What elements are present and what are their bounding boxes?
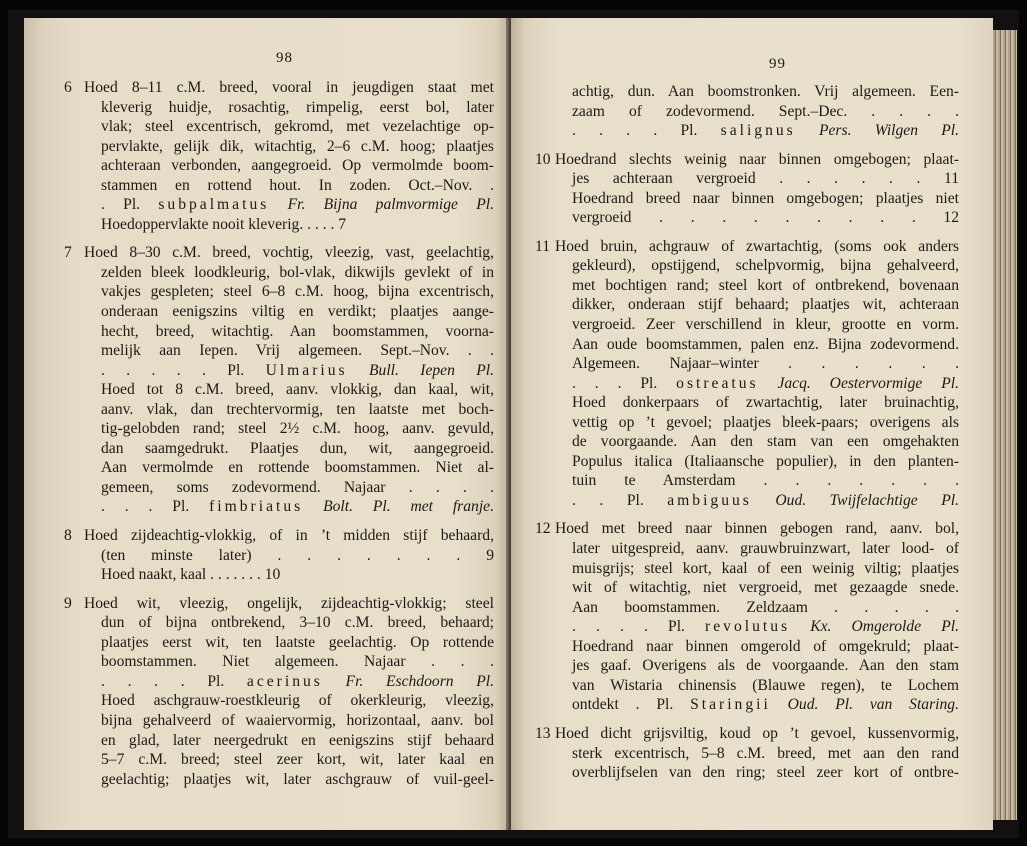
species-prefix: . . . Pl. [572, 374, 677, 392]
text-line [555, 539, 959, 559]
line-text: tuin te Amsterdam . . . . . . . [572, 472, 959, 490]
line-text: en glad, later neergedrukt en eenigszins stijf behaard [101, 731, 494, 749]
text-line [84, 117, 494, 137]
line-text: Hoed naakt, kaal . . . . . . . 10 [101, 566, 281, 584]
text-line [84, 322, 494, 342]
line-text: plaatjes eerst wit, ten laatste geelachtig. Op rottende [101, 633, 494, 651]
text-line [84, 156, 494, 176]
left-page [24, 18, 510, 830]
species-sep [790, 618, 810, 635]
key-number: 10 [535, 150, 551, 168]
page-number: 98 [276, 50, 293, 66]
species-author-and-name: Oud. Pl. van Staring. [787, 696, 959, 714]
line-text: Hoedrand slechts weinig naar binnen omgebogen; plaat- [555, 150, 959, 168]
line-text: aanv. vlak, dan trechtervormig, ten laatste met boch- [101, 400, 494, 418]
species-author-and-name: Jacq. Oestervormige Pl. [777, 374, 959, 392]
text-line [84, 215, 494, 235]
line-text: gekleurd), opstijgend, schelpvormig, bijna gehalveerd, [572, 257, 959, 275]
line-text: overblijfselen van den ring; steel zeer kort of ontbre- [572, 764, 959, 782]
line-text: stammen en rottend hout. In zoden. Oct.–Nov. . [101, 176, 494, 194]
text-line [535, 150, 959, 170]
species-epithet: ostreatus [676, 374, 759, 392]
species-sep [759, 375, 778, 392]
line-text: dan saamgedrukt. Plaatjes dun, wit, aangegroeid. [101, 439, 494, 457]
text-line [84, 439, 494, 459]
species-sep [303, 498, 323, 515]
line-text: Aan boomstammen. Zeldzaam . . . . . [572, 598, 959, 616]
text-line [64, 78, 494, 98]
line-text: Populus italica (Italiaansche populier), in den planten- [572, 452, 959, 470]
line-text: vettig op ’t gevoel; plaatjes bleek-paars; overigens als [572, 413, 959, 431]
line-text: melijk aan Iepen. Vrij algemeen. Sept.–Nov. . . [101, 342, 494, 360]
line-text: vergroeid . . . . . . . . . 12 [572, 209, 959, 227]
text-line [84, 137, 494, 157]
species-author-and-name: Bull. Iepen Pl. [369, 361, 494, 379]
entry-gap [555, 510, 959, 519]
line-text: vlak; steel excentrisch, gekromd, met vezelachtige op- [101, 118, 494, 136]
species-prefix: . . . Pl. [101, 498, 210, 516]
text-line [555, 256, 959, 276]
entry-gap [555, 141, 959, 150]
species-author-and-name: Fr. Eschdoorn Pl. [345, 672, 494, 690]
entry-gap [84, 234, 494, 243]
line-text: Hoed aschgrauw-roestkleurig of okerkleurig, vleezig, [101, 692, 494, 710]
species-epithet: Staringii [690, 696, 771, 714]
line-text: tig-gelobden rand; steel 2½ c.M. hoog, aanv. gevuld, [101, 420, 494, 438]
line-text: later uitgespreid, aanv. grauwbruinzwart, later lood- of [572, 540, 959, 558]
line-text: dikker, onderaan stijf behaard; plaatjes wit, achteraan [572, 296, 959, 314]
text-line [555, 491, 959, 511]
text-line [555, 82, 959, 102]
line-text: vakjes gespleten; steel 6–8 c.M. hoog, bijna excentrisch, [101, 283, 494, 301]
right-page [511, 18, 993, 830]
line-text: geelachtig; plaatjes wit, later aschgrauw of vuil-geel- [101, 770, 494, 788]
text-line [555, 393, 959, 413]
text-line [84, 633, 494, 653]
text-line [555, 169, 959, 189]
line-text: muisgrijs; steel kort, kaal of een weinig viltig; plaatjes [572, 559, 959, 577]
line-text: Aan vermolmde en rottende boomstammen. Niet al- [101, 459, 494, 477]
key-number: 11 [535, 237, 551, 255]
entry-gap [555, 228, 959, 237]
text-line [84, 458, 494, 478]
species-sep [796, 122, 819, 139]
species-prefix: . . . . Pl. [101, 672, 247, 690]
species-epithet: Ulmarius [265, 361, 348, 379]
species-prefix: . . . . . Pl. [101, 361, 266, 379]
line-text: Hoed 8–30 c.M. breed, vochtig, vleezig, vast, geelachtig, [84, 244, 494, 262]
key-number: 7 [64, 244, 72, 262]
species-prefix: . . . . Pl. [572, 122, 721, 140]
entry-gap [84, 585, 494, 594]
text-line [64, 526, 494, 546]
line-text: Hoed wit, vleezig, ongelijk, zijdeachtig-vlokkig; steel [84, 594, 494, 612]
text-line [84, 380, 494, 400]
species-author-and-name: Fr. Bijna palmvormige Pl. [287, 196, 494, 214]
text-line [84, 691, 494, 711]
text-line [555, 374, 959, 394]
line-text: sterk excentrisch, 5–8 c.M. breed, met aan den rand [572, 744, 959, 762]
species-epithet: salignus [720, 122, 796, 140]
text-line [84, 546, 494, 566]
species-author-and-name: Bolt. Pl. met franje. [323, 498, 494, 516]
text-line [84, 731, 494, 751]
line-text: 5–7 c.M. breed; steel zeer kort, wit, later kaal en [101, 751, 494, 769]
key-number: 9 [64, 594, 72, 612]
line-text: boomstammen. Niet algemeen. Najaar . . . [101, 653, 494, 671]
species-epithet: fimbriatus [209, 498, 304, 516]
line-text: met bochtigen rand; steel kort of ontbrekend, bovenaan [572, 276, 959, 294]
text-line [84, 419, 494, 439]
species-sep [771, 696, 788, 713]
text-line [555, 763, 959, 783]
page-body [535, 82, 959, 783]
species-prefix: . . Pl. [572, 491, 668, 509]
text-line [84, 302, 494, 322]
line-text: dun of bijna ontbrekend, 3–10 c.M. breed, behaard; [101, 614, 494, 632]
text-line [84, 361, 494, 381]
text-line [555, 744, 959, 764]
text-line [84, 565, 494, 585]
text-line [555, 315, 959, 335]
text-line [64, 243, 494, 263]
text-line [84, 478, 494, 498]
line-text: gemeen, soms zodevormend. Najaar . . . . [101, 478, 494, 496]
text-line [555, 335, 959, 355]
line-text: zaam of zodevormend. Sept.–Dec. . . . . [572, 102, 959, 120]
text-line [84, 497, 494, 517]
species-sep [323, 673, 346, 690]
line-text: Hoedrand naar binnen omgerold of omgekruld; plaat- [572, 637, 959, 655]
line-text: zelden bleek loodkleurig, bol-vlak, dikwijls gevlekt of in [101, 263, 494, 281]
line-text: Aan oude boomstammen, palen enz. Bijna zodevormend. [572, 335, 959, 353]
text-line [84, 176, 494, 196]
line-text: Hoed dicht grijsviltig, koud op ’t gevoel, kussenvormig, [555, 724, 959, 742]
species-author-and-name: Pers. Wilgen Pl. [818, 122, 959, 140]
species-sep [269, 196, 287, 213]
text-line [84, 770, 494, 790]
key-number: 13 [535, 724, 551, 742]
text-line [84, 195, 494, 215]
text-line [555, 559, 959, 579]
text-line [84, 711, 494, 731]
text-line [555, 617, 959, 637]
page-body [64, 78, 494, 789]
text-line [555, 578, 959, 598]
entry-gap [555, 715, 959, 724]
text-line [84, 750, 494, 770]
species-epithet: revolutus [705, 618, 791, 636]
text-line [555, 695, 959, 715]
text-line [555, 656, 959, 676]
text-line [555, 121, 959, 141]
line-text: de voorgaande. Aan den stam van een omgehakten [572, 433, 959, 451]
line-text: Hoed donkerpaars of zwartachtig, later bruinachtig, [572, 394, 959, 412]
text-line [555, 676, 959, 696]
line-text: vergroeid. Zeer verschillend in kleur, grootte en vorm. [572, 316, 959, 334]
line-text: Algemeen. Najaar–winter . . . . . . [572, 355, 959, 373]
line-text: Hoed 8–11 c.M. breed, vooral in jeugdigen staat met [84, 79, 494, 96]
text-line [555, 295, 959, 315]
text-line [64, 594, 494, 614]
text-line [84, 672, 494, 692]
text-line [555, 102, 959, 122]
key-number: 8 [64, 527, 72, 545]
text-line [84, 282, 494, 302]
entry-gap [84, 517, 494, 526]
text-line [84, 652, 494, 672]
text-line [555, 413, 959, 433]
species-author-and-name: Kx. Omgerolde Pl. [810, 618, 959, 636]
line-text: Hoedoppervlakte nooit kleverig. . . . . 7 [101, 215, 347, 233]
line-text: van Wistaria chinensis (Blauwe regen), te Lochem [572, 676, 959, 694]
text-line [535, 724, 959, 744]
species-sep [752, 492, 776, 509]
line-text: achtig, dun. Aan boomstronken. Vrij algemeen. Een- [572, 83, 959, 100]
line-text: jes achteraan vergroeid . . . . . . 11 [572, 170, 959, 188]
species-prefix: . . . . Pl. [572, 618, 706, 636]
text-line [555, 637, 959, 657]
line-text: hecht, breed, witachtig. Aan boomstammen, voorna- [101, 322, 494, 340]
line-text: Hoed tot 8 c.M. breed, aanv. vlokkig, dan kaal, wit, [101, 381, 494, 399]
text-line [84, 400, 494, 420]
line-text: pervlakte, gelijk dik, witachtig, 2–6 c.M. hoog; plaatjes [101, 137, 494, 155]
line-text: Hoed zijdeachtig-vlokkig, of in ’t midden stijf behaard, [84, 527, 494, 545]
text-line [535, 519, 959, 539]
text-line [555, 354, 959, 374]
species-prefix: ontdekt . Pl. [572, 696, 691, 714]
line-text: Hoed met breed naar binnen gebogen rand, aanv. bol, [555, 520, 959, 538]
book-spread [8, 10, 1019, 838]
text-line [555, 452, 959, 472]
species-epithet: acerinus [246, 672, 323, 690]
line-text: wit of witachtig, niet vergroeid, met gezaagde snede. [572, 579, 959, 597]
text-line [555, 189, 959, 209]
line-text: onderaan eenigszins viltig en verdikt; plaatjes aange- [101, 303, 494, 321]
species-author-and-name: Oud. Twijfelachtige Pl. [775, 491, 959, 509]
text-line [84, 341, 494, 361]
key-number: 12 [535, 520, 551, 538]
text-line [555, 276, 959, 296]
line-text: Hoedrand breed naar binnen omgebogen; plaatjes niet [572, 189, 959, 207]
species-sep [348, 362, 369, 379]
line-text: bijna gehalveerd of waaiervormig, horizontaal, aanv. bol [101, 711, 494, 729]
text-line [84, 263, 494, 283]
key-number: 6 [64, 79, 72, 96]
line-text: Hoed bruin, achgrauw of zwartachtig, (soms ook anders [555, 237, 959, 255]
text-line [84, 613, 494, 633]
text-line [84, 98, 494, 118]
line-text: (ten minste later) . . . . . . . 9 [101, 546, 494, 564]
line-text: kleverig huidje, rosachtig, rimpelig, eerst bol, later [101, 98, 494, 116]
line-text: achteraan verbonden, aangegroeid. Op vermolmde boom- [101, 157, 494, 175]
species-epithet: subpalmatus [158, 196, 270, 214]
page-edges [993, 30, 1017, 820]
page-number: 99 [769, 56, 786, 72]
species-prefix: . Pl. [101, 196, 159, 214]
text-line [555, 598, 959, 618]
text-line [555, 208, 959, 228]
line-text: jes gaaf. Overigens als de voorgaande. Aan den stam [572, 657, 959, 675]
text-line [535, 237, 959, 257]
text-line [555, 432, 959, 452]
text-line [555, 471, 959, 491]
species-epithet: ambiguus [667, 491, 752, 509]
